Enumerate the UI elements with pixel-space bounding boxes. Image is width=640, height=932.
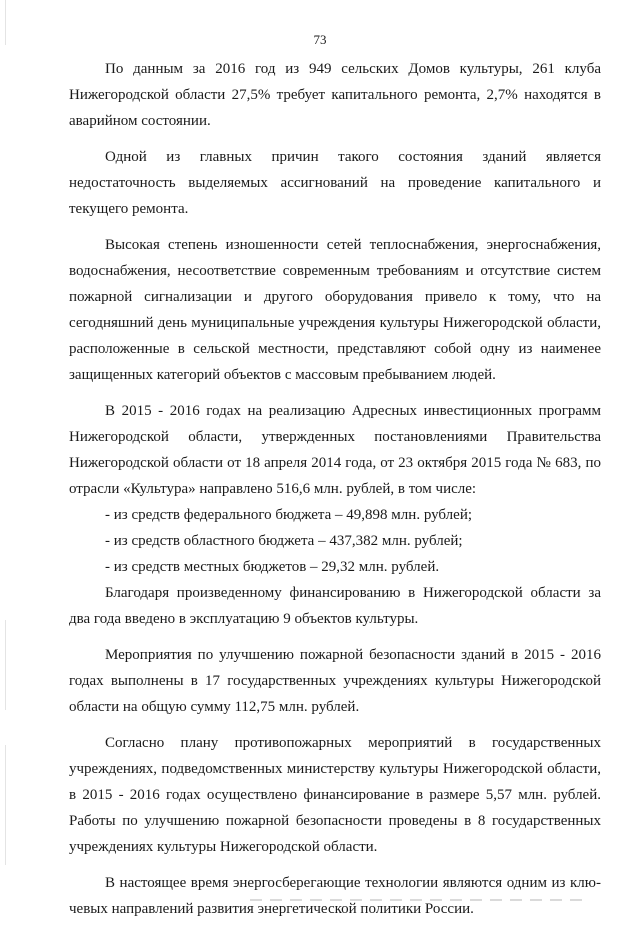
list-item-local-budgets: - из средств местных бюджетов – 29,32 млн. рублей. [105, 559, 440, 575]
paragraph-fire-safety-measures: Мероприятия по улучшению пожарной безопасности зданий в 2015 - 2016 годах выполнены в 17 государственных учреждениях культуры Нижегородской области на общую сумму 112,75 млн. рублей. [69, 647, 601, 715]
list-item-federal-budget: - из средств федерального бюджета – 49,898 млн. рублей; [105, 507, 473, 523]
list-item-regional-budget: - из средств областного бюджета – 437,382 млн. рублей; [105, 533, 463, 549]
paragraph-infrastructure-wear: Высокая степень изношенности сетей теплоснабжения, энергоснабжения, водоснабжения, несоответствие современным требованиям и отсутствие систем пожарной сигнализации и другого оборудования привело к тому, что на сегодняшний день муниципальные учреждения культуры Нижегородской области, расположенные в сельской местности, представляют собой одну из наименее защищенных категорий объектов с массовым пребыванием людей. [69, 237, 601, 383]
paragraph-main-cause: Одной из главных причин такого состояния зданий является недостаточность выделяемых ассигнований на проведение капитального и текущего ремонта. [69, 149, 601, 217]
paragraph-fire-safety-plan: Согласно плану противопожарных мероприятий в государственных учреждениях, подведомственных министерству культуры Нижегородской области, в 2015 - 2016 годах осуществлено финансирование в размере 5,57 млн. рублей. Работы по улучшению пожарной безопасности проведены в 8 государственных учреждениях культуры Нижегородской области. [69, 735, 601, 855]
paragraph-investment-programs: В 2015 - 2016 годах на реализацию Адресных инвестиционных программ Нижегородской области, утвержденных постановлениями Правительства Нижегородской области от 18 апреля 2014 года, от 23 октября 2015 года № 683, по отрасли «Культура» направлено 516,6 млн. рублей, в том числе: [69, 403, 601, 497]
paragraph-rural-culture-houses: По данным за 2016 год из 949 сельских Домов культуры, 261 клуба Нижегородской области 27,5% требует капитального ремонта, 2,7% находятся в аварийном состоянии. [69, 61, 601, 129]
scan-edge-mark [5, 620, 6, 710]
paragraph-energy-saving: В настоящее время энергосберегающие технологии являются одним из клю-чевых направлений развития энергетической политики России. [69, 875, 601, 917]
page-number: 73 [313, 32, 327, 47]
document-body [69, 56, 601, 932]
paragraph-objects-commissioned: Благодаря произведенному финансированию в Нижегородской области за два года введено в эксплуатацию 9 объектов культуры. [69, 585, 601, 627]
scan-edge-mark [5, 745, 6, 865]
scan-bottom-mark [250, 899, 590, 901]
